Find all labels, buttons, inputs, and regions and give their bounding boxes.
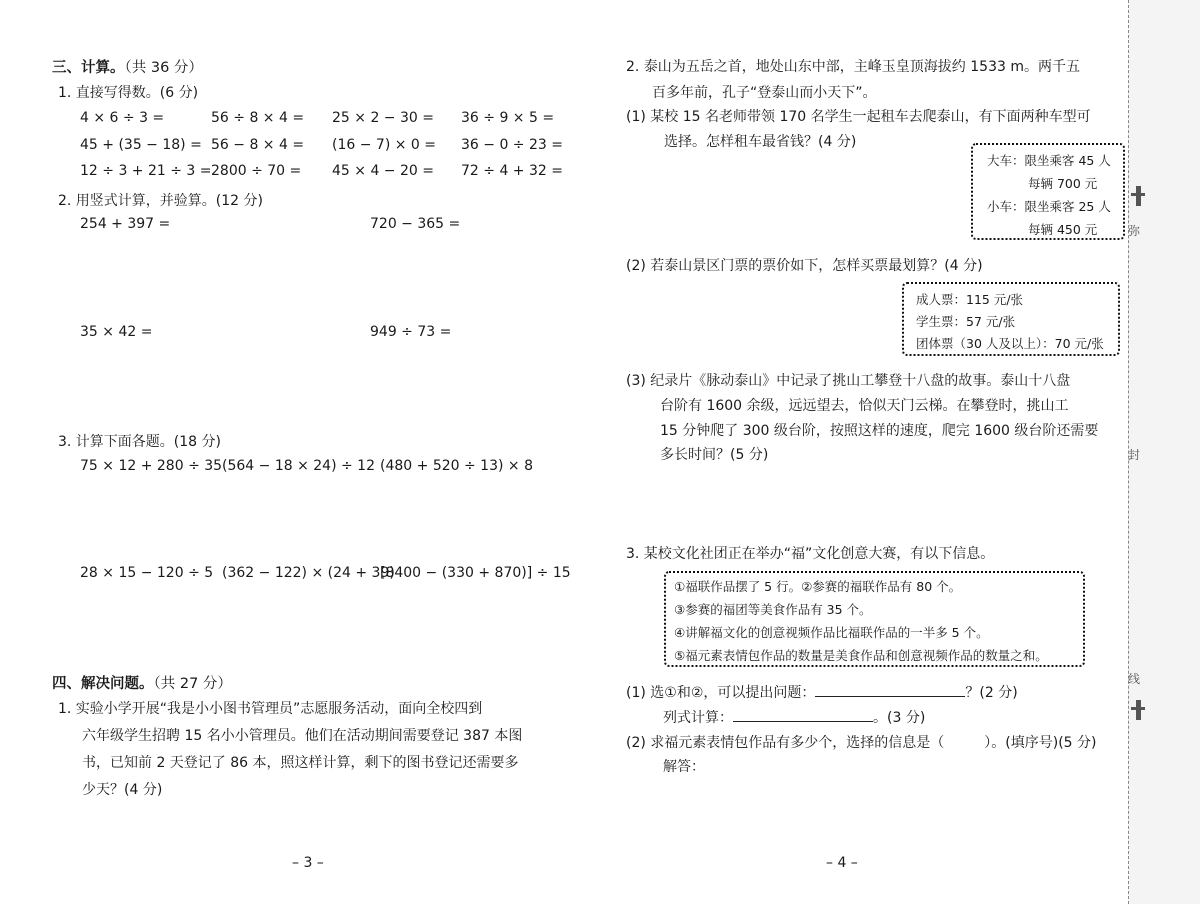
q3-item: (480 + 520 ÷ 13) × 8 — [380, 458, 533, 474]
bus-info-line: 小车：限坐乘客 25 人 — [987, 199, 1111, 214]
r-q2-p3: 多长时间？(5 分) — [660, 447, 769, 463]
scissors-icon — [1128, 698, 1148, 722]
answer-blank[interactable] — [733, 720, 873, 722]
ticket-line: 团体票（30 人及以上）：70 元/张 — [916, 336, 1104, 351]
r-q2-p1: 选择。怎样租车最省钱？(4 分) — [664, 134, 857, 150]
fu-info-line: ③参赛的福团等美食作品有 35 个。 — [674, 602, 872, 617]
gutter-char: 弥 — [1128, 224, 1141, 238]
s4-q1-line: 1. 实验小学开展“我是小小图书管理员”志愿服务活动，面向全校四到 — [58, 701, 483, 717]
r-q2-intro: 百多年前，孔子“登泰山而小天下”。 — [652, 85, 877, 101]
gutter-char: 封 — [1128, 448, 1141, 462]
bus-info-box — [971, 143, 1125, 240]
r-q3-p1: (1) 选①和②，可以提出问题： ？(2 分) — [626, 685, 1018, 701]
q1-item: 12 ÷ 3 + 21 ÷ 3 = — [80, 163, 212, 179]
q1-item: 2800 ÷ 70 = — [211, 163, 302, 179]
q1-item: (16 − 7) × 0 = — [332, 137, 436, 153]
q2-item: 254 + 397 = — [80, 216, 171, 232]
fu-info-box — [664, 571, 1085, 667]
r-q3-p2: (2) 求福元素表情包作品有多少个，选择的信息是（ ）。(填序号)(5 分) — [626, 735, 1097, 751]
q3-item: (362 − 122) × (24 + 39) — [222, 565, 395, 581]
ticket-line: 成人票：115 元/张 — [916, 292, 1024, 307]
page-number-left: – 3 – — [292, 855, 324, 871]
q2-title: 2. 用竖式计算，并验算。(12 分) — [58, 193, 263, 209]
r-q2-p3: 台阶有 1600 余级，远远望去，恰似天门云梯。在攀登时，挑山工 — [660, 398, 1069, 414]
fu-info-line: ④讲解福文化的创意视频作品比福联作品的一半多 5 个。 — [674, 625, 989, 640]
bus-info-line: 大车：限坐乘客 45 人 — [987, 153, 1111, 168]
r-q2-p3: 15 分钟爬了 300 级台阶，按照这样的速度，爬完 1600 级台阶还需要 — [660, 423, 1099, 439]
section-4-heading: 四、解决问题。（共 27 分） — [52, 676, 232, 692]
q2-item: 949 ÷ 73 = — [370, 324, 452, 340]
r-q3-p1-calc: 列式计算： 。(3 分) — [663, 710, 926, 726]
r-q3-answer: 解答： — [663, 759, 705, 775]
r-q2-p3: (3) 纪录片《脉动泰山》中记录了挑山工攀登十八盘的故事。泰山十八盘 — [626, 373, 1071, 389]
section-3-heading: 三、计算。（共 36 分） — [52, 60, 203, 76]
q1-item: 56 ÷ 8 × 4 = — [211, 110, 305, 126]
q1-item: 4 × 6 ÷ 3 = — [80, 110, 165, 126]
q1-item: 36 ÷ 9 × 5 = — [461, 110, 555, 126]
q1-item: 56 − 8 × 4 = — [211, 137, 305, 153]
scissors-icon — [1128, 184, 1148, 208]
q1-item: 45 × 4 − 20 = — [332, 163, 434, 179]
q2-item: 35 × 42 = — [80, 324, 153, 340]
q2-item: 720 − 365 = — [370, 216, 461, 232]
r-q2-p1: (1) 某校 15 名老师带领 170 名学生一起租车去爬泰山，有下面两种车型可 — [626, 109, 1091, 125]
r-q2-intro: 2. 泰山为五岳之首，地处山东中部，主峰玉皇顶海拔约 1533 m。两千五 — [626, 59, 1080, 75]
ticket-price-box — [902, 282, 1120, 356]
s4-q1-line: 书，已知前 2 天登记了 86 本，照这样计算，剩下的图书登记还需要多 — [82, 755, 519, 771]
s4-q1-line: 六年级学生招聘 15 名小小管理员。他们在活动期间需要登记 387 本图 — [82, 728, 523, 744]
answer-blank[interactable] — [815, 695, 965, 697]
r-q3-intro: 3. 某校文化社团正在举办“福”文化创意大赛，有以下信息。 — [626, 546, 995, 562]
fu-info-line: ⑤福元素表情包作品的数量是美食作品和创意视频作品的数量之和。 — [674, 648, 1048, 663]
q3-item: (564 − 18 × 24) ÷ 12 — [222, 458, 375, 474]
s4-q1-line: 少天？(4 分) — [82, 782, 163, 798]
q3-item: [8400 − (330 + 870)] ÷ 15 — [380, 565, 571, 581]
q3-item: 28 × 15 − 120 ÷ 5 — [80, 565, 214, 581]
q3-title: 3. 计算下面各题。(18 分) — [58, 434, 221, 450]
bus-info-line: 每辆 450 元 — [1028, 222, 1098, 237]
ticket-line: 学生票：57 元/张 — [916, 314, 1016, 329]
bus-info-line: 每辆 700 元 — [1028, 176, 1098, 191]
fu-info-line: ①福联作品摆了 5 行。②参赛的福联作品有 80 个。 — [674, 579, 962, 594]
r-q2-p2: (2) 若泰山景区门票的票价如下，怎样买票最划算？(4 分) — [626, 258, 983, 274]
gutter-char: 线 — [1128, 672, 1141, 686]
q1-title: 1. 直接写得数。(6 分) — [58, 85, 199, 101]
q1-item: 25 × 2 − 30 = — [332, 110, 434, 126]
page-number-right: – 4 – — [826, 855, 858, 871]
q3-item: 75 × 12 + 280 ÷ 35 — [80, 458, 223, 474]
q1-item: 45 + (35 − 18) = — [80, 137, 202, 153]
q1-item: 36 − 0 ÷ 23 = — [461, 137, 563, 153]
q1-item: 72 ÷ 4 + 32 = — [461, 163, 563, 179]
